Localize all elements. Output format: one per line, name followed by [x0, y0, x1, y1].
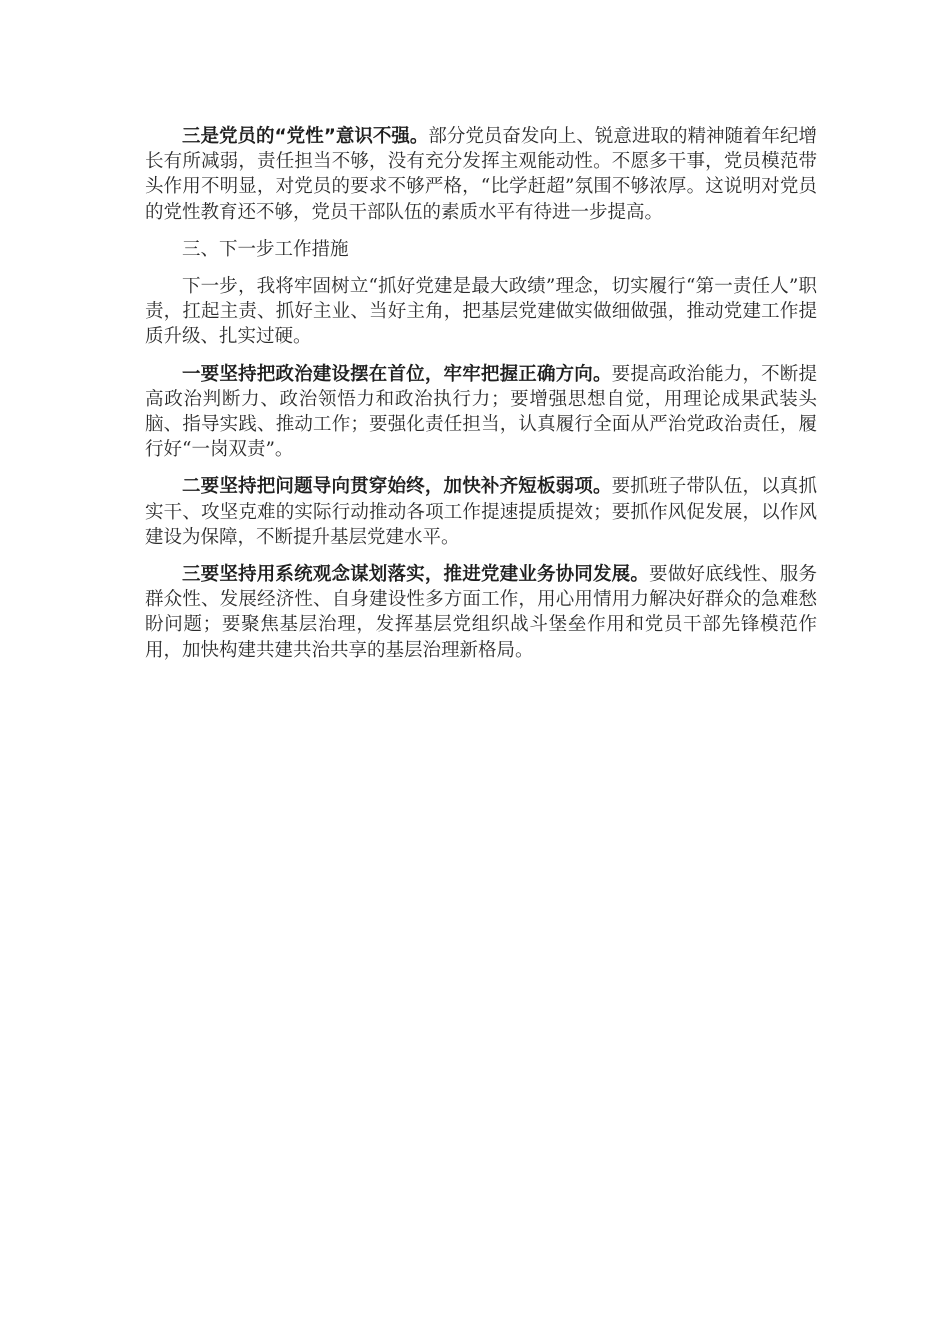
- section-heading: 三、下一步工作措施: [182, 238, 349, 260]
- paragraph-lead: 一要坚持把政治建设摆在首位，牢牢把握正确方向。: [182, 363, 612, 385]
- paragraph-lead: 三是党员的“党性”意识不强。: [182, 126, 429, 147]
- paragraph-text: 下一步，我将牢固树立“抓好党建是最大政绩”理念，切实履行“第一责任人”职责，扛起主责、抓好主业、当好主角，把基层党建做实做细做强，推动党建工作提质升级、扎实过硬。: [145, 276, 817, 348]
- paragraph-next-steps: [145, 274, 817, 350]
- document-body: [145, 124, 817, 675]
- paragraph-text: 要做好底线性、服务群众性、发展经济性、自身建设性多方面工作，用心用情用力解决好群众的急难愁盼问题；要聚焦基层治理，发挥基层党组织战斗堡垒作用和党员干部先锋模范作用，加快构建共建共治共享的基层治理新格局。: [145, 564, 817, 661]
- paragraph-measure-3: [145, 562, 817, 663]
- paragraph-party-spirit: [145, 124, 817, 225]
- paragraph-text: 部分党员奋发向上、锐意进取的精神随着年纪增长有所减弱，责任担当不够，没有充分发挥主观能动性。不愿多干事，党员模范带头作用不明显，对党员的要求不够严格，“比学赶超”氛围不够浓厚。这说明对党员的党性教育还不够，党员干部队伍的素质水平有待进一步提高。: [145, 126, 817, 223]
- paragraph-lead: 三要坚持用系统观念谋划落实，推进党建业务协同发展。: [182, 564, 650, 586]
- paragraph-text: 要提高政治能力，不断提高政治判断力、政治领悟力和政治执行力；要增强思想自觉，用理论成果武装头脑、指导实践、推动工作；要强化责任担当，认真履行全面从严治党政治责任，履行好“一岗双责”。: [145, 363, 817, 461]
- paragraph-measure-1: [145, 362, 817, 463]
- paragraph-text: 要抓班子带队伍，以真抓实干、攻坚克难的实际行动推动各项工作提速提质提效；要抓作风促发展，以作风建设为保障，不断提升基层党建水平。: [145, 476, 817, 548]
- paragraph-measure-2: [145, 474, 817, 550]
- paragraph-lead: 二要坚持把问题导向贯穿始终，加快补齐短板弱项。: [182, 476, 612, 498]
